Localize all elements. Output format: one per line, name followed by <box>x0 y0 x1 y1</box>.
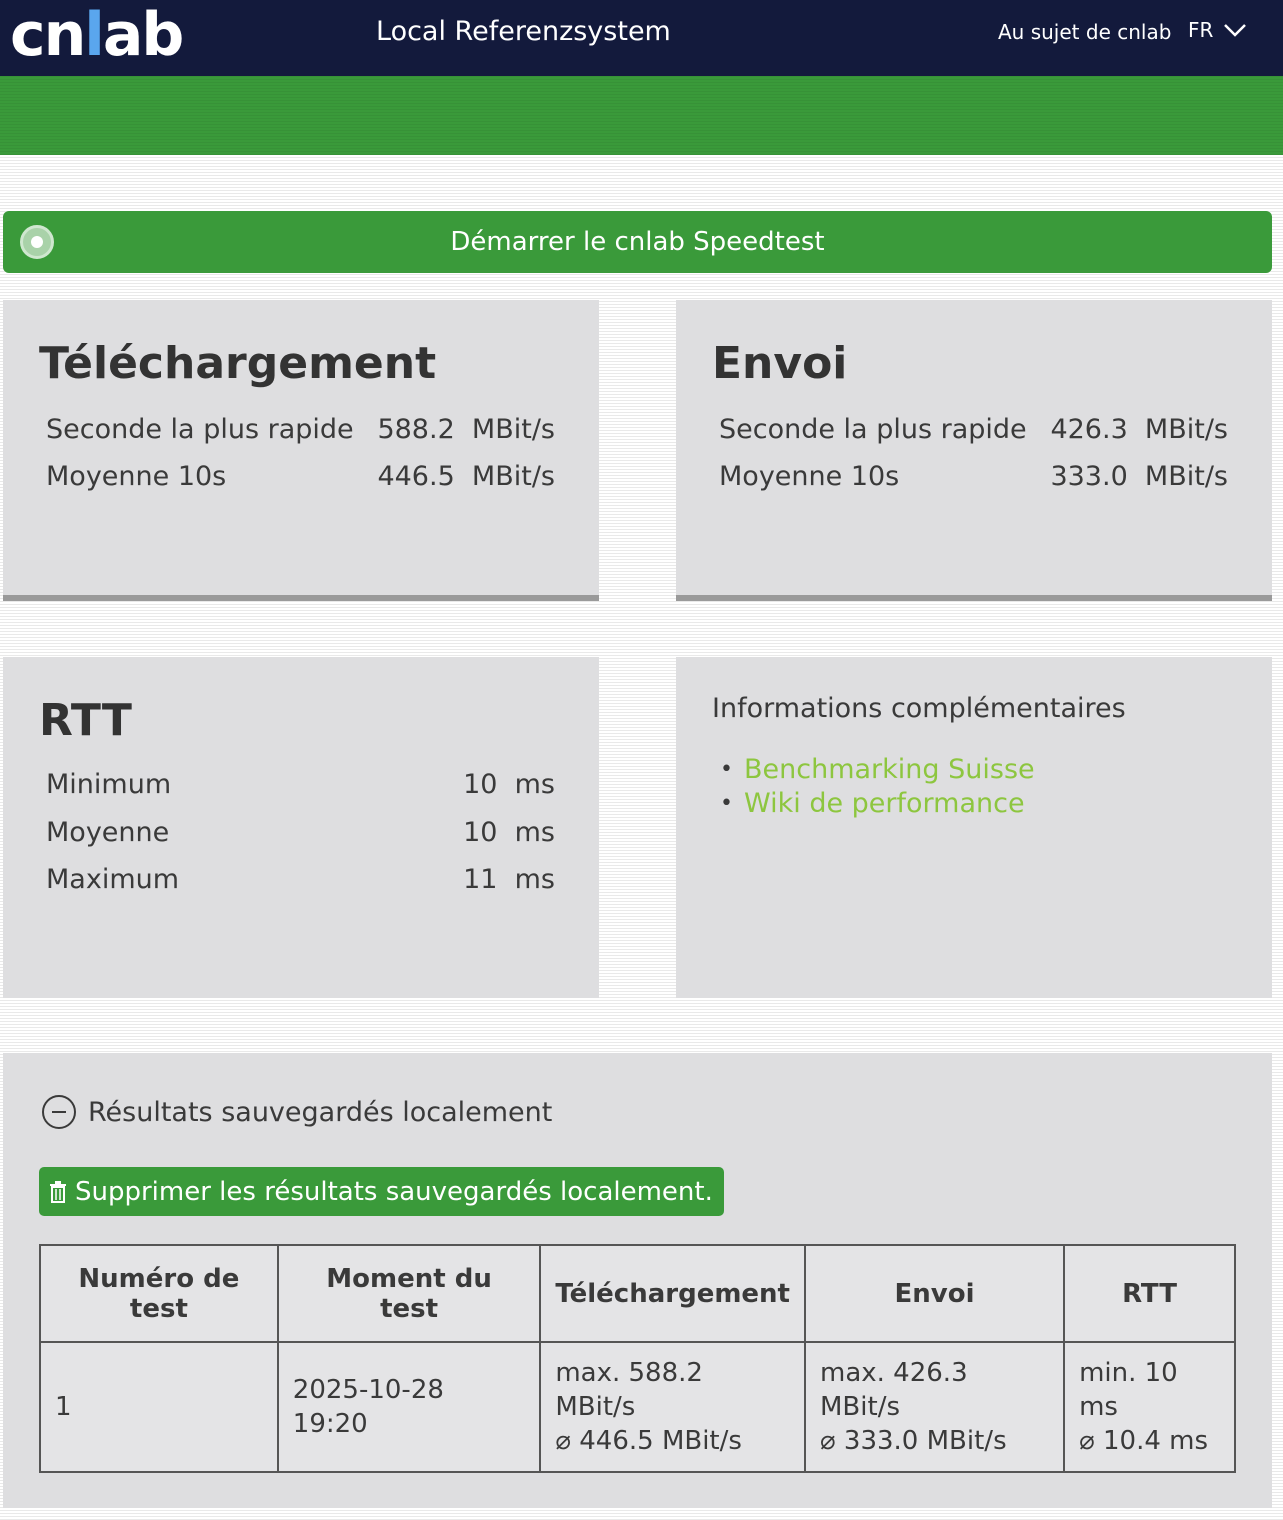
additional-info-panel <box>676 657 1272 998</box>
green-banner <box>0 76 1283 155</box>
about-cnlab-link[interactable]: Au sujet de cnlab <box>998 20 1172 44</box>
collapse-minus-icon <box>42 1095 76 1129</box>
info-title: Informations complémentaires <box>712 693 1126 724</box>
download-title: Téléchargement <box>39 338 437 389</box>
rtt-result-cell: min. 10 ms ⌀ 10.4 ms <box>1064 1342 1235 1472</box>
stat-value: 333.0 MBit/s <box>1050 461 1228 492</box>
stat-label: Moyenne <box>46 817 170 848</box>
stat-label: Maximum <box>46 864 180 895</box>
logo-text-part: cn <box>10 0 85 70</box>
upload-average-row <box>719 461 1228 497</box>
chevron-down-icon <box>1223 22 1247 38</box>
column-header: Moment du test <box>278 1245 541 1342</box>
rtt-panel <box>3 657 599 998</box>
rtt-title: RTT <box>39 695 132 746</box>
start-speedtest-label: Démarrer le cnlab Speedtest <box>450 227 825 257</box>
rtt-average-row <box>46 817 555 853</box>
stat-value: 446.5 MBit/s <box>377 461 555 492</box>
stat-value: 10 ms <box>463 817 555 848</box>
performance-wiki-link[interactable]: • Wiki de performance <box>720 787 1035 821</box>
logo-text-part: l <box>84 0 103 70</box>
stat-label: Seconde la plus rapide <box>719 414 1027 445</box>
column-header: RTT <box>1064 1245 1235 1342</box>
download-panel <box>3 300 599 601</box>
logo-text-part: ab <box>102 0 183 70</box>
download-result-cell: max. 588.2 MBit/s ⌀ 446.5 MBit/s <box>540 1342 805 1472</box>
site-title: Local Referenzsystem <box>376 16 671 47</box>
delete-results-button[interactable] <box>39 1167 724 1216</box>
table-header-row <box>40 1245 1235 1342</box>
download-fastest-row <box>46 414 555 450</box>
stat-label: Seconde la plus rapide <box>46 414 354 445</box>
stat-value: 11 ms <box>463 864 555 895</box>
info-links-list <box>720 753 1035 821</box>
cnlab-logo[interactable] <box>10 0 182 70</box>
delete-results-label: Supprimer les résultats sauvegardés localement. <box>75 1176 713 1207</box>
top-navigation-bar <box>0 0 1283 76</box>
download-average-row <box>46 461 555 497</box>
stat-label: Moyenne 10s <box>46 461 227 492</box>
column-header: Numéro de test <box>40 1245 278 1342</box>
language-selector[interactable] <box>1188 18 1247 42</box>
upload-result-cell: max. 426.3 MBit/s ⌀ 333.0 MBit/s <box>805 1342 1064 1472</box>
rtt-maximum-row <box>46 864 555 900</box>
rtt-minimum-row <box>46 769 555 805</box>
upload-title: Envoi <box>712 338 848 389</box>
saved-results-title: Résultats sauvegardés localement <box>88 1096 553 1128</box>
test-moment-cell: 2025-10-28 19:20 <box>278 1342 541 1472</box>
stat-value: 10 ms <box>463 769 555 800</box>
results-table <box>39 1244 1236 1473</box>
start-indicator-icon <box>20 225 54 259</box>
column-header: Téléchargement <box>540 1245 805 1342</box>
upload-fastest-row <box>719 414 1228 450</box>
table-row <box>40 1342 1235 1472</box>
upload-panel <box>676 300 1272 601</box>
test-number-cell: 1 <box>40 1342 278 1472</box>
stat-label: Moyenne 10s <box>719 461 900 492</box>
column-header: Envoi <box>805 1245 1064 1342</box>
stat-value: 588.2 MBit/s <box>377 414 555 445</box>
stat-value: 426.3 MBit/s <box>1050 414 1228 445</box>
trash-icon <box>49 1181 67 1203</box>
benchmarking-suisse-link[interactable]: • Benchmarking Suisse <box>720 753 1035 787</box>
language-label: FR <box>1188 18 1214 42</box>
start-speedtest-button[interactable] <box>3 211 1272 273</box>
saved-results-toggle[interactable] <box>42 1095 552 1129</box>
stat-label: Minimum <box>46 769 172 800</box>
